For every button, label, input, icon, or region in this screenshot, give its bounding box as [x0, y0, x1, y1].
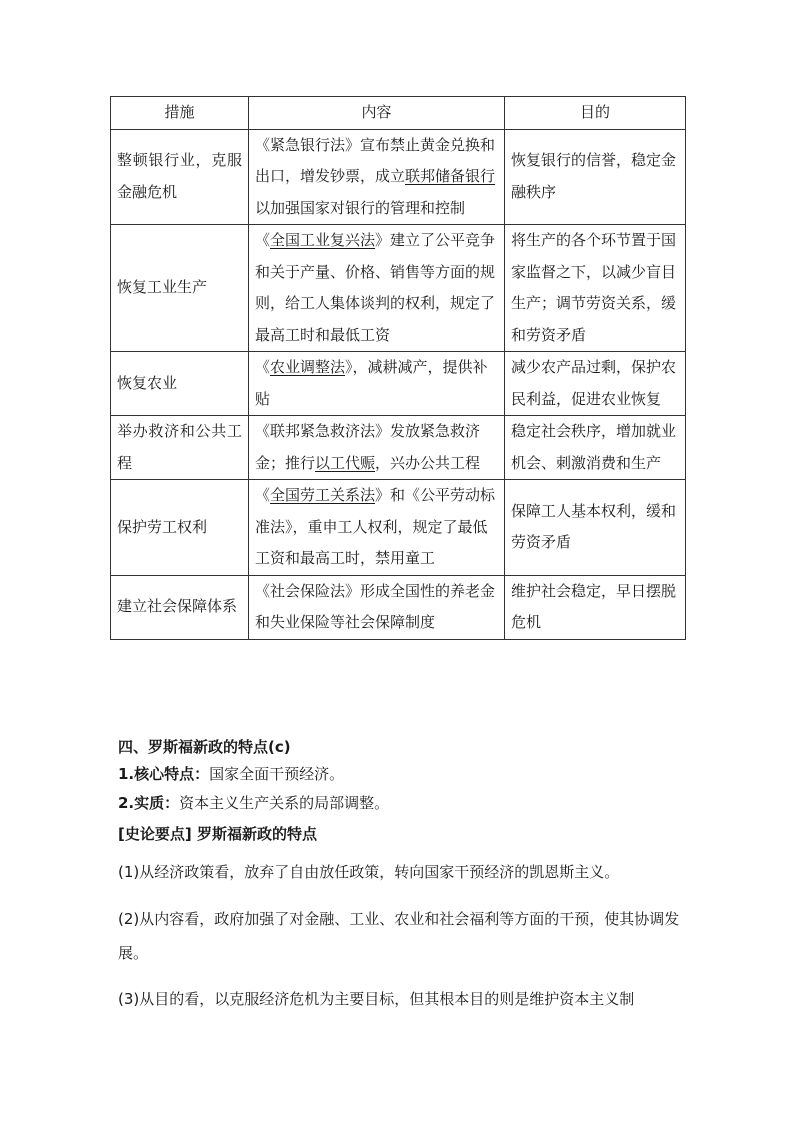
content-text: 《联邦紧急救济法》发放紧急救济金；推行 — [255, 422, 481, 472]
point-label: 1.核心特点： — [118, 765, 210, 783]
new-deal-measures-table — [110, 96, 686, 640]
content-text: 》，减耕减产，提供补贴 — [255, 358, 488, 408]
content-text: ，兴办公共工程 — [375, 453, 481, 472]
table-row — [111, 352, 686, 416]
measure-cell: 举办救济和公共工程 — [111, 416, 249, 480]
measure-cell: 整顿银行业，克服金融危机 — [111, 129, 249, 225]
underlined-term: 以工代赈 — [315, 453, 376, 472]
content-text: 《 — [255, 231, 271, 249]
header-content: 内容 — [249, 97, 505, 130]
underlined-term: 联邦储备银行 — [405, 167, 496, 185]
key-points-bracket: [史论要点] — [118, 825, 192, 843]
content-text: 《社会保险法》形成全国性的养老金和失业保险等社会保障制度 — [255, 581, 496, 631]
table-header-row — [111, 97, 686, 130]
purpose-cell: 维护社会稳定，早日摆脱危机 — [505, 575, 686, 639]
content-text: 以加强国家对银行的管理和控制 — [255, 198, 466, 217]
paragraph-3: (3)从目的看，以克服经济危机为主要目标，但其根本目的则是维护资本主义制 — [118, 990, 635, 1008]
content-text: 《 — [255, 358, 271, 376]
content-text: 《 — [255, 486, 271, 504]
content-cell — [249, 129, 505, 225]
purpose-cell: 将生产的各个环节置于国家监督之下，以减少盲目生产；调节劳资关系，缓和劳资矛盾 — [505, 225, 686, 352]
measure-cell: 保护劳工权利 — [111, 480, 249, 576]
content-cell — [249, 225, 505, 352]
underlined-term: 全国工业复兴法 — [270, 231, 376, 249]
section-heading: 四、罗斯福新政的特点(c) — [118, 738, 291, 756]
content-text: 》和《公平劳动标准法》，重申工人权利，规定了最低工资和最高工时，禁用童工 — [255, 486, 496, 567]
table-row — [111, 225, 686, 352]
measure-cell: 恢复工业生产 — [111, 225, 249, 352]
point-text: 资本主义生产关系的局部调整。 — [179, 794, 390, 812]
point-label: 2.实质： — [118, 794, 180, 812]
purpose-cell: 恢复银行的信誉，稳定金融秩序 — [505, 129, 686, 225]
purpose-cell: 保障工人基本权利，缓和劳资矛盾 — [505, 480, 686, 576]
content-cell — [249, 480, 505, 576]
underlined-term: 农业调整法 — [270, 358, 346, 376]
content-cell — [249, 352, 505, 416]
table-row — [111, 129, 686, 225]
content-cell — [249, 575, 505, 639]
measure-cell: 恢复农业 — [111, 352, 249, 416]
point-essence — [118, 791, 688, 815]
underlined-term: 全国劳工关系法 — [270, 486, 376, 504]
measure-cell: 建立社会保障体系 — [111, 575, 249, 639]
table-row — [111, 480, 686, 576]
paragraph-1: (1)从经济政策看，放弃了自由放任政策，转向国家干预经济的凯恩斯主义。 — [118, 863, 620, 881]
key-points-title: 罗斯福新政的特点 — [191, 825, 317, 843]
header-purpose: 目的 — [505, 97, 686, 130]
point-core-feature — [118, 762, 688, 786]
content-text: 》建立了公平竞争和关于产量、价格、销售等方面的规则，给工人集体谈判的权利，规定了最高工时和最低工资 — [255, 231, 496, 344]
header-measure: 措施 — [111, 97, 249, 130]
table-row — [111, 416, 686, 480]
table-row — [111, 575, 686, 639]
purpose-cell: 稳定社会秩序，增加就业机会、刺激消费和生产 — [505, 416, 686, 480]
key-points-heading — [118, 822, 688, 846]
content-text: 《紧急银行法》宣布禁止黄金兑换和出口，增发钞票，成立 — [255, 135, 496, 185]
purpose-cell: 减少农产品过剩，保护农民利益，促进农业恢复 — [505, 352, 686, 416]
point-text: 国家全面干预经济。 — [209, 765, 345, 783]
paragraph-2: (2)从内容看，政府加强了对金融、工业、农业和社会福利等方面的干预，使其协调发展。 — [118, 910, 680, 962]
content-cell — [249, 416, 505, 480]
